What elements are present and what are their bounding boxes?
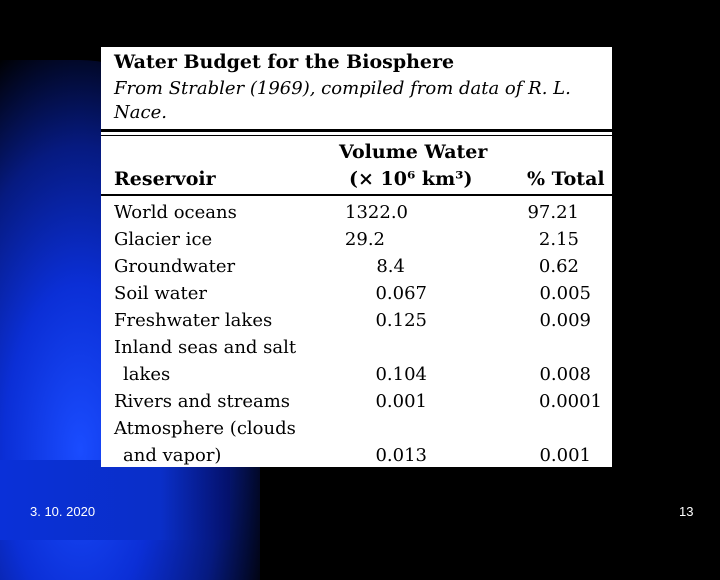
- row-volume: 1322.0: [345, 202, 408, 223]
- row-reservoir: World oceans: [114, 202, 237, 223]
- row-percent: 97.21: [527, 202, 579, 223]
- row-reservoir: Groundwater: [114, 256, 236, 277]
- row-reservoir: Glacier ice: [114, 229, 213, 250]
- row-volume: 8.4: [376, 256, 405, 277]
- row-volume: 0.104: [375, 364, 427, 385]
- rule-header: [101, 194, 612, 196]
- slide-number: 13: [679, 504, 694, 519]
- row-volume: 0.001: [375, 391, 427, 412]
- rule-top-thin: [101, 135, 612, 136]
- table-card: [101, 47, 612, 467]
- header-volume-line1: Volume Water: [339, 141, 488, 163]
- row-reservoir: Freshwater lakes: [114, 310, 273, 331]
- row-percent: 0.005: [539, 283, 591, 304]
- row-reservoir: Soil water: [114, 283, 208, 304]
- table-title: Water Budget for the Biosphere: [114, 51, 455, 73]
- row-percent: 0.62: [538, 256, 579, 277]
- header-percent: % Total: [527, 168, 605, 190]
- rule-top: [101, 129, 612, 132]
- row-percent: 0.0001: [539, 391, 602, 412]
- row-reservoir-line1: Inland seas and salt: [114, 337, 297, 358]
- row-reservoir: Rivers and streams: [114, 391, 291, 412]
- header-reservoir: Reservoir: [114, 168, 216, 190]
- row-percent: 2.15: [538, 229, 579, 250]
- row-volume: 29.2: [344, 229, 385, 250]
- row-volume: 0.125: [375, 310, 427, 331]
- row-volume: 0.013: [375, 445, 427, 466]
- row-reservoir-line1: Atmosphere (clouds: [114, 418, 296, 439]
- slide-date: 3. 10. 2020: [30, 504, 96, 519]
- row-reservoir-line2: lakes: [123, 364, 171, 385]
- row-percent: 0.001: [539, 445, 591, 466]
- row-percent: 0.008: [539, 364, 591, 385]
- row-volume: 0.067: [375, 283, 427, 304]
- header-volume-line2: (× 10⁶ km³): [349, 168, 473, 190]
- row-percent: 0.009: [539, 310, 591, 331]
- table-subtitle: From Strabler (1969), compiled from data of R. L. Nace.: [114, 78, 571, 123]
- row-reservoir-line2: and vapor): [123, 445, 222, 466]
- background-strip: [0, 460, 230, 540]
